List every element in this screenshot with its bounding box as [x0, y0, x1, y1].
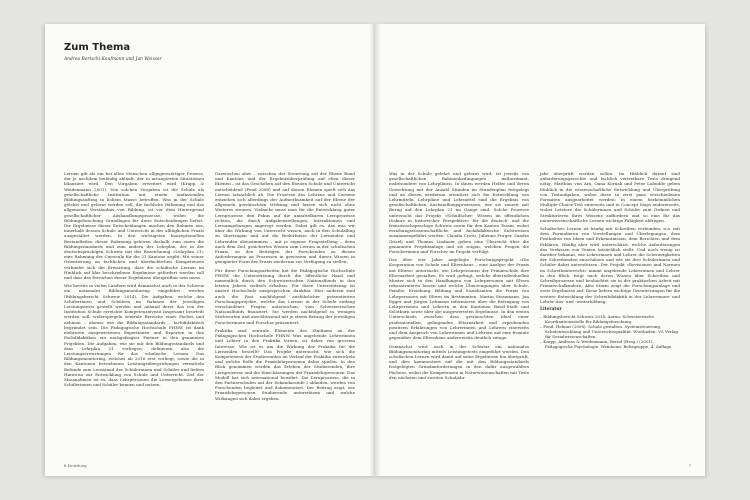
paragraph: Demnächst wird auch in der Schweiz ein nationales Bildungsmonitoring mittels Leistungstests eingeführt werden. Den schulischen Lernen wird damit auf seine Ergebnisse hin überprüft, und dies kommentiert auf die mit den Bildungsstandards festgelegten Grundanforderungen in den dafür ausgewählten Fächern, wobei die Kompetenzen in Naturwissenschaften mit Tests den nächsten und zweiten Schuljahr: [389, 343, 529, 380]
literature-item: – Krapp, Andreas & Weidenmann, Bernd (Hrsg.) (2001). Pädagogische Psychologie. Weinheim: Beltzgruppe, 4. Auflage.: [540, 339, 673, 350]
paragraph: Praktika sind zentrale Elemente des Studiums an der Pädagogischen Hochschule FHNW. Was angehende Lehrerinnen und Lehrer in den Praktika lernen, ist daher von grossem Interesse. Wie ist es um die Wirkung der Praktika für die Lernenden bestellt? Das Projekt untersucht, wie sich die Kompetenzen der Studierenden im Verlauf der Praktika entwickeln und welche Rolle die Praxislehrpersonen dabei spielen. In den Blick genommen werden das Erleben der Studierenden, ihre Lernprozesse und die Einschätzungen der Praxislehrpersonen. Das Modell hat sich international bewährt. Die Lernprozesse, die in den Partnerschulen auf der Sekundarstufe I ablaufen, werden von Forschenden begleitet und dokumentiert. Der Beitrag zeigt, wie Praxislehrpersonen Studierende unterstützen und welche Wirkungen sich dabei ergeben.: [215, 327, 355, 401]
page-title: Zum Thema: [64, 42, 131, 53]
book-gutter: [369, 24, 381, 476]
paragraph: Dazwischen aber – zwischen der Steuerung auf der Ebene Bund und Kantone und der Ergebnisüberprüfung auf eben dieser Ebenen – ist das Geschehen auf den Ebenen Schule und Unterricht entscheidend (Fend 2008) und auf diesen Ebenen spielt sich das Lernen tatsächlich ab. Die Prozesse des Lehrens und Lernens entziehen sich allerdings der Aufmerksamkeit auf der Ebene der allgemein gewünschten Wirkung und lassen sich nicht ohne Weiteres steuern. Vielmehr muss man für die Entwicklung guter Lernprozesse den Fokus auf die unmittelbaren Lernprozesse richten, die durch Aufgabenstellungen, Interaktionen und Lernumgebungen angeregt werden. Dabei gilt es, das was wir über die Wirkung von Unterricht wissen, auch in den Schulalltag zu übertragen und auf die Bedürfnisse der Lernenden und Lehrenden abzustimmen – mit je eigener Fragestellung – denn auch dem Ziel, gesichertes Wissen zum Lernen in der schulischen Praxis, zu den Beiträgen der Forschenden zu diesen Anforderungen an Prozessen in gewissem und dieser Wissen in geeigneter Form der Praxis wiederum zur Verfügung zu stellen.: [215, 171, 355, 265]
paragraph: Was in der Schule gelehrt und gelernt wird, ist jeweils von gesellschaftlichen Rahmenbedingungen mitbestimmt, insbesondere von Lehrplänen. In ihnen werden Helfer und deren Gewichtung mit der Anzahl Stunden im Stundenplan festgelegt und an diesen wiederum orientiert sich die Entwicklung von Lehrmitteln. Lehrpläne und Lehrmittel sind die Ergebnis von gesellschaftlichen Aushandlungsprozessen, wie sie zurzeit mit Bezug auf den Lehrplan 21 im Gange sind. Solche Prozesse untersucht das Projekt «Schulfächer: Wissen im öffentlichen Diskurs in historischer Perspektive» für die deutsch- und die französischsprachige Schweiz sowie für den Kanton Tessin, wobei erziehungswissenschaftliche und fachdidaktische Sichtweisen zusammengeführt werden. Claudia Crotti, Julienne Furger, Sandra Grizelj und Thomas Lindauer geben eine Übersicht über die genannten Projektanlage und sie zeigen, welchen Fragen die Forscherinnen und Forscher im Projekt verfolgt.: [389, 171, 529, 255]
paragraph: Das über vier Jahre angelegte Forschungsprojekt «Die Kooperation von Schule und Elternhaus – eine Analyse der Praxis mit Eltern» untersucht, wie Lehrpersonen der Primarschule ihre Elternarbeit gestalten. Es wird gefragt, welche überindividuellen Muster sich in den Handlungen von Lehrpersonen mit Eltern rekonstruieren lassen und welche Überzeugungen über Schule, Familie, Erziehung, Bildung und Sozialisation die Praxis von Lehrpersonen mit Eltern im Bestimmten. Martin Straumann, Jan Egger und Jürgen Lehmann informieren über die Befragung von Lehrpersonen und Lehrern in den Kantonen Basel-Stadt und Solothurn sowie über die ausgewerteten Ergebnisse. In den ersten Unterschieds zwischen dem gewünschten Ideal einer professionellen, gelingenden Elternarbeit und erprobenden positiven Erfahrungen von Lehrerinnen und Lehrern einerseits und dem Anspruch von Lehrerinnen und Lehrern auf eine frontale gegenüber dem Elternhaus andererseits deutlich zutage.: [389, 257, 529, 341]
literature-item: – Fend, Helmut (2008). Schule gestalten. Systemsteuerung, Schulentwicklung und Unterrichtsqualität. Wiesbaden: VS Verlag für Sozialwissenschaften.: [540, 324, 679, 340]
left-page-footer: 6 Einleitung: [64, 463, 87, 468]
left-column-2: [215, 171, 355, 404]
literature-list: [540, 314, 680, 349]
right-column-2: [540, 171, 680, 349]
literature-item: – Bildungsbericht Schweiz 2014. Aarau: Schweizerische Koordinationsstelle für Bildungsforschung.: [540, 314, 654, 325]
paragraph: jahr überprüft werden sollen. Im Hinblick darauf sind anforderungsgerechte und fachlich vertretbare Tests dringend nötig. Matthias von Arx, Oana Kornak und Peter Labudde geben Einblick in die wissenschaftliche Entwicklung und Überprüfung von Testaufgaben, wobei diese in zwei ganz verschiedenen Formaten ausgearbeitet werden: in einem herkömmlichen Multiple-Choice-Test einerseits und in Concept Maps andererseits, wobei Letztere die Schülerinnen und Schüler zum Ordnen und Strukturieren ihres Wissens auffordern und so eine für das naturwissenschaftliche Lernen wichtige Fähigkeit abfragen.: [540, 171, 680, 223]
paragraph: Schulisches Lernen ist häufig mit Schreiben verbunden, u.a. mit dem Formulieren von Vorstellungen und Überlegungen, dem Festhalten von Ideen und Erkenntnissen, dem Berichten und dem Erklären. Häufig aber wird unterschätzt, welche Anforderungen das Verfassen von Texten tatsächlich stellt. Und noch wenig ist darüber bekannt, wie Lehrerinnen und Lehrer die Schwierigkeiten der Schreibenden einschätzen und wie sie ihre Schülerinnen und Schüler dabei unterstützen. Der Projekt «Revisionen und Normen im Schreibunterricht» nimmt angehende Lehrerinnen und Lehrer in den Blick, fragt nach deren Wissen über Schreiben und Schreibprozesse und beobachtet sie in der praktischen Arbeit mit Primarschulkindern. Afra Sturm zeigt die Forschungsanlage und erste Ergebnisse auf. Diese liefern wichtige Orientierungen für die weitere Entwicklung der Schreibdidaktik in der Lehrerinnen- und Lehrer-Aus- und -weiterbildung.: [540, 226, 680, 304]
right-column-1: [389, 171, 529, 383]
left-page: [45, 24, 375, 476]
left-column-1: [64, 171, 204, 390]
authors-line: Andrea Bertschi-Kaufmann und Jan Weisser: [64, 57, 162, 62]
right-page-footer: 7: [688, 463, 691, 468]
paragraph: Für diese Forschungsarbeiten hat die Pädagogische Hochschule FHNW die Unterstützung durch die öffentliche Hand und namentlich durch den Schweizerischen Nationalfonds in den letzten Jahren vielfach erhalten. Für diese Unterstützung ist unsere Hochschule ausgesprochen dankbar. Hier anderen sind auch die Fast nachfolgend ausführlicher präsentierten Forschungsprojekte, welche das Lernen in der Schule entlang verschiedener Fragen untersuchen, vom Schweizerischen Nationalfonds finanziert. Sie werden nachfolgend in wenigen Stichworten und anschliessend mit je einem Beitrag der jeweiligen Forscherinnen und Forscher präsentiert.: [215, 267, 355, 325]
paragraph: Lernen gilt als ein bei allen Menschen allgegenwärtiger Prozess, der je nachdem beiläufig abläuft, der in arrangierten Situationen bilanziert wird. Den Vorgaben erweitert wird (Krapp & Weidenmann 2001). Von solchen Vorgaben ist die Schule als gesellschaftliche Institution mit einem umfassenden Bildungsauftrag in hohem Masse betroffen. Was in der Schule gelehrt und gelernt werden soll, die fachliche Rahmung und das allgemeine Verständnis von Bildung, ist vor dem Hintergrund gesellschaftlicher Aushandlungsprozesse, wobei die Bildungsforschung Grundlagen für diese Entscheidungen liefert. Die Ergebnisse dieser Entscheidungen machen den Rahmen aus, innerhalb dessen Schule und Unterricht in der alltäglichen Praxis ausgestaltet werden. In den wichtigsten konzeptionellen Bestandteilen dieser Rahmung gehören deshalb zum einen die Bildungsstandards und zum andern der Lehrplan, der in der deutschsprachigen Schweiz mit der Bezeichnung «Lehrplan 21» eine Rahmung der Curricula für die 21 Kantone ergibt. Mit seiner Orientierung an fachlichen und überfachlichen Kompetenzen verbindet sich die Erwartung, dass die schulische Lernen im Hinblick auf klar beschriebene Ergebnisse gefördert werden soll und dass das Erreichen dieser Ergebnisse überprüfbar sein muss.: [64, 171, 204, 281]
right-page: [375, 24, 705, 476]
literature-heading: Literatur: [540, 307, 562, 313]
paragraph: Wie bereits in vielen Ländern wird demnächst auch in der Schweiz ein nationales Bildungsmonitoring eingeführt werden (Bildungsbericht Schweiz 2014). Die Aufgaben, welche den Schülerinnen und Schülern im Rahmen der jeweiligen Leistungstests gestellt werden und anhand derer das von der Institution Schule erreichte Kompetenzniveau insgesamt beurteilt werden soll, widerspiegeln zentrale Bereiche eines Faches und nehmen – ebenso wie die Bildungsstandards – fachdidaktisch begründet sein. Die Pädagogische Hochschule FHNW ist dank mehreren ausgewiesenen Expertinnen und Experten in den Fachdidaktiken ein nachgefragter Partner in den genannten Projekten. Die Aufgaben, wie sie mit den Bildungsstandards und dem Lehrplan 21 vorliegen, definieren also die Leistungserwartungen für das schulische Lernen. Das Bildungsmonitoring, welches ab 2016 erst vorliegt, sowie die in den Kantonen betriebenen Leistungsüberprüfungen vermitteln Befunde zum Lernstand der Schülerinnen und Schüler und liefern Hinweise zur Entwicklung von Schule und Unterricht. Ziel der Massnahmen ist es, dass Lehrpersonen die Lernergebnisse ihrer Schülerinnen und Schüler kennen und nutzen.: [64, 283, 204, 388]
